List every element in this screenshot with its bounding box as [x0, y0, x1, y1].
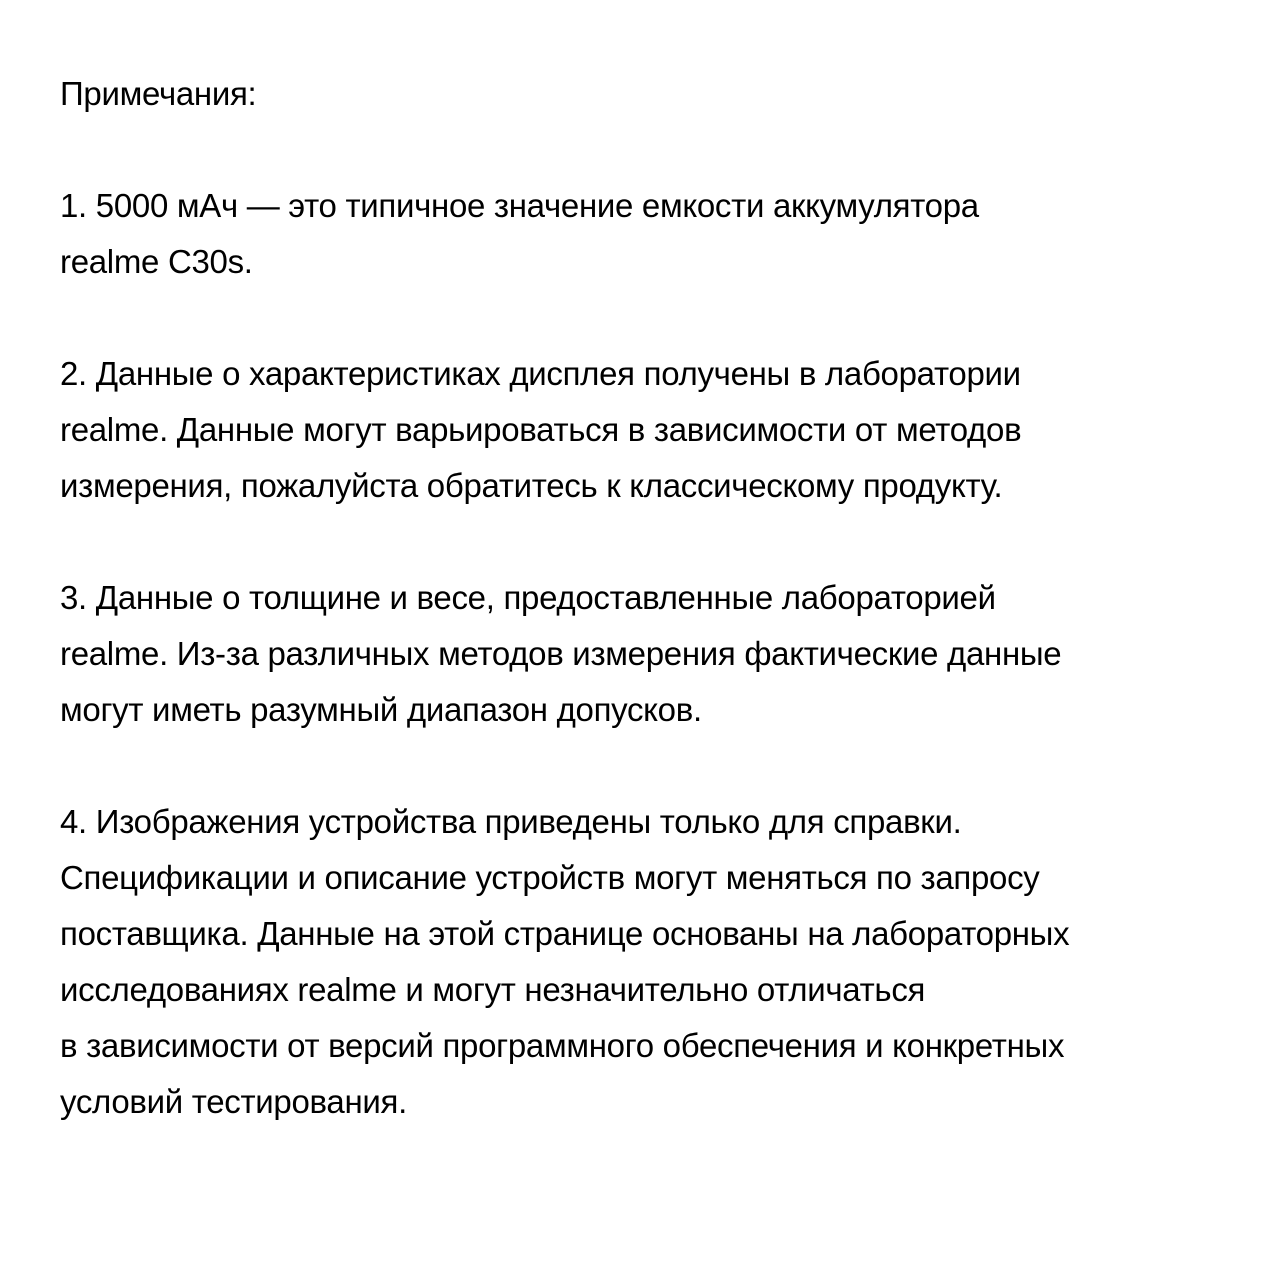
note-line: realme. Из-за различных методов измерения фактические данные [60, 635, 1062, 672]
note-line: realme. Данные могут варьироваться в зависимости от методов [60, 411, 1022, 448]
note-line: 3. Данные о толщине и весе, предоставленные лабораторией [60, 579, 996, 616]
note-line: могут иметь разумный диапазон допусков. [60, 691, 702, 728]
note-line: измерения, пожалуйста обратитесь к классическому продукту. [60, 467, 1003, 504]
note-4 [60, 794, 1220, 1130]
note-1 [60, 178, 1220, 290]
note-line: 2. Данные о характеристиках дисплея получены в лаборатории [60, 355, 1021, 392]
note-line: исследованиях realme и могут незначительно отличаться [60, 971, 926, 1008]
note-line: в зависимости от версий программного обеспечения и конкретных [60, 1027, 1065, 1064]
note-line: Спецификации и описание устройств могут меняться по запросу [60, 859, 1040, 896]
note-2 [60, 346, 1220, 514]
note-line: 1. 5000 мАч — это типичное значение емкости аккумулятора [60, 187, 979, 224]
note-3 [60, 570, 1220, 738]
note-line: условий тестирования. [60, 1083, 407, 1120]
notes-section [60, 66, 1220, 1186]
note-line: 4. Изображения устройства приведены только для справки. [60, 803, 962, 840]
note-line: поставщика. Данные на этой странице основаны на лабораторных [60, 915, 1070, 952]
note-line: realme C30s. [60, 243, 253, 280]
notes-heading: Примечания: [60, 75, 257, 112]
